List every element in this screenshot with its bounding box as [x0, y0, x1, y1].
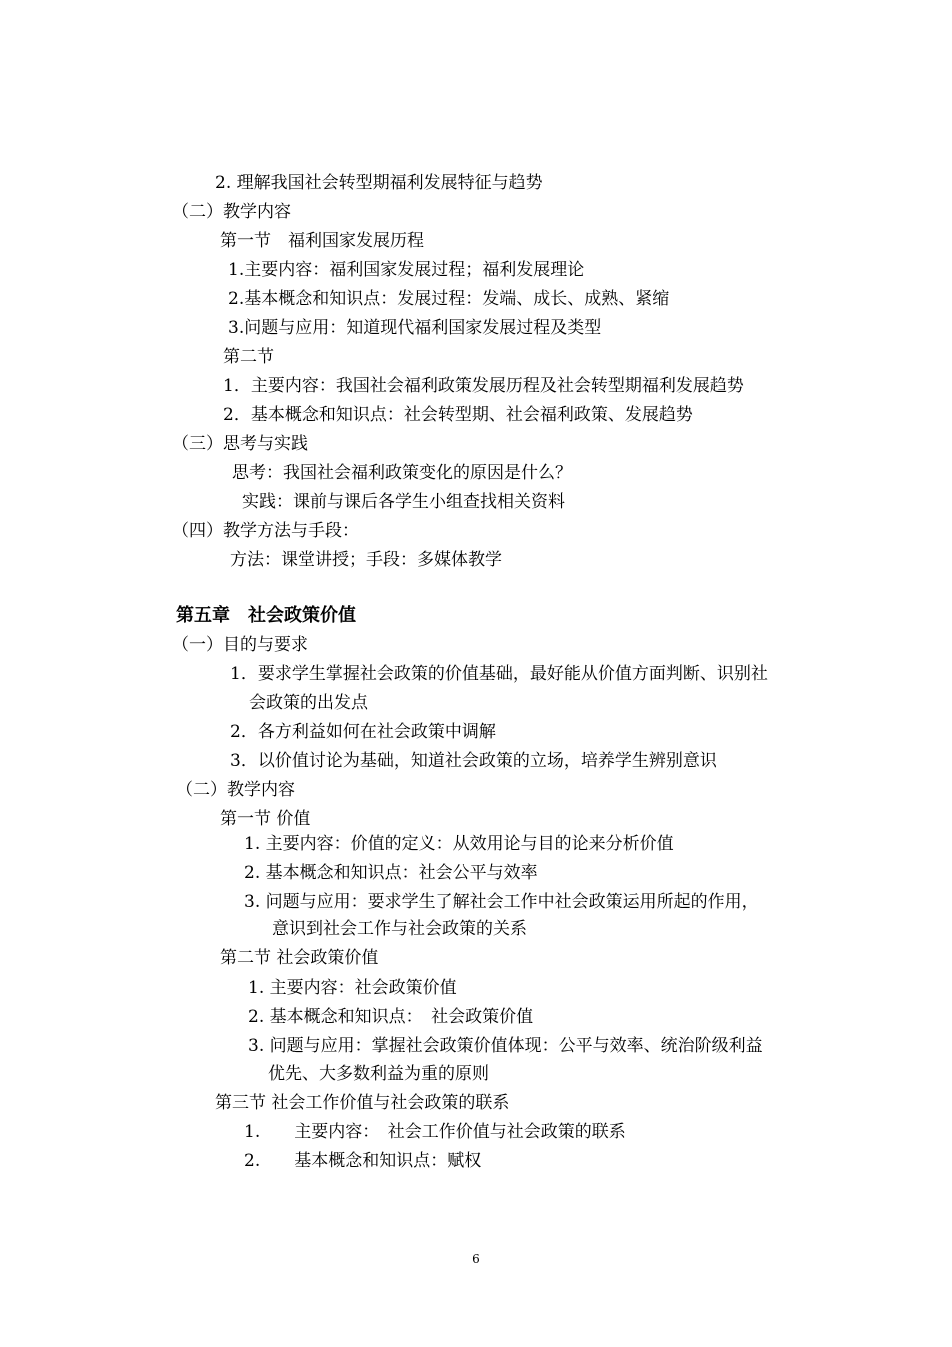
section-heading: （三）思考与实践	[172, 434, 308, 454]
text-line: 2. 基本概念和知识点： 社会政策价值	[248, 1007, 534, 1027]
text-line: 1. 主要内容：价值的定义：从效用论与目的论来分析价值	[244, 834, 674, 854]
text-line: 1．要求学生掌握社会政策的价值基础，最好能从价值方面判断、识别社	[230, 664, 768, 684]
text-line: 优先、大多数利益为重的原则	[268, 1064, 489, 1084]
subsection-heading: 第三节 社会工作价值与社会政策的联系	[215, 1093, 510, 1113]
subsection-heading: 第一节 价值	[220, 809, 311, 829]
section-heading: （一）目的与要求	[172, 635, 308, 655]
subsection-heading: 第二节 社会政策价值	[220, 948, 379, 968]
text-line: 2．基本概念和知识点：社会转型期、社会福利政策、发展趋势	[223, 405, 693, 425]
text-line: 1．主要内容：我国社会福利政策发展历程及社会转型期福利发展趋势	[223, 376, 744, 396]
text-line: 3.问题与应用：知道现代福利国家发展过程及类型	[228, 318, 602, 338]
chapter-title: 第五章 社会政策价值	[176, 605, 356, 626]
text-line: 2．各方利益如何在社会政策中调解	[230, 722, 496, 742]
text-line: 思考：我国社会福利政策变化的原因是什么？	[232, 463, 572, 483]
text-line: 实践：课前与课后各学生小组查找相关资料	[242, 492, 565, 512]
text-line: 1. 主要内容：社会政策价值	[248, 978, 457, 998]
text-line: 会政策的出发点	[249, 693, 368, 713]
text-line: 2.基本概念和知识点：发展过程：发端、成长、成熟、紧缩	[228, 289, 670, 309]
text-line: 1. 主要内容： 社会工作价值与社会政策的联系	[244, 1122, 626, 1142]
text-line: 意识到社会工作与社会政策的关系	[272, 919, 527, 939]
text-line: 3．以价值讨论为基础，知道社会政策的立场，培养学生辨别意识	[230, 751, 717, 771]
text-line: 方法：课堂讲授；手段：多媒体教学	[230, 550, 502, 570]
subsection-heading: 第二节	[223, 347, 274, 367]
text-line: 3. 问题与应用：要求学生了解社会工作中社会政策运用所起的作用，	[244, 892, 759, 912]
page-number: 6	[472, 1252, 480, 1266]
section-heading: （二）教学内容	[172, 202, 291, 222]
text-line: 2. 理解我国社会转型期福利发展特征与趋势	[215, 173, 543, 193]
text-line: 1.主要内容：福利国家发展过程；福利发展理论	[228, 260, 585, 280]
text-line: 2. 基本概念和知识点：社会公平与效率	[244, 863, 538, 883]
subsection-heading: 第一节 福利国家发展历程	[220, 231, 424, 251]
text-line: 3. 问题与应用：掌握社会政策价值体现：公平与效率、统治阶级利益	[248, 1036, 763, 1056]
text-line: 2. 基本概念和知识点：赋权	[244, 1151, 482, 1171]
section-heading: （四）教学方法与手段：	[172, 521, 359, 541]
section-heading: （二）教学内容	[176, 780, 295, 800]
